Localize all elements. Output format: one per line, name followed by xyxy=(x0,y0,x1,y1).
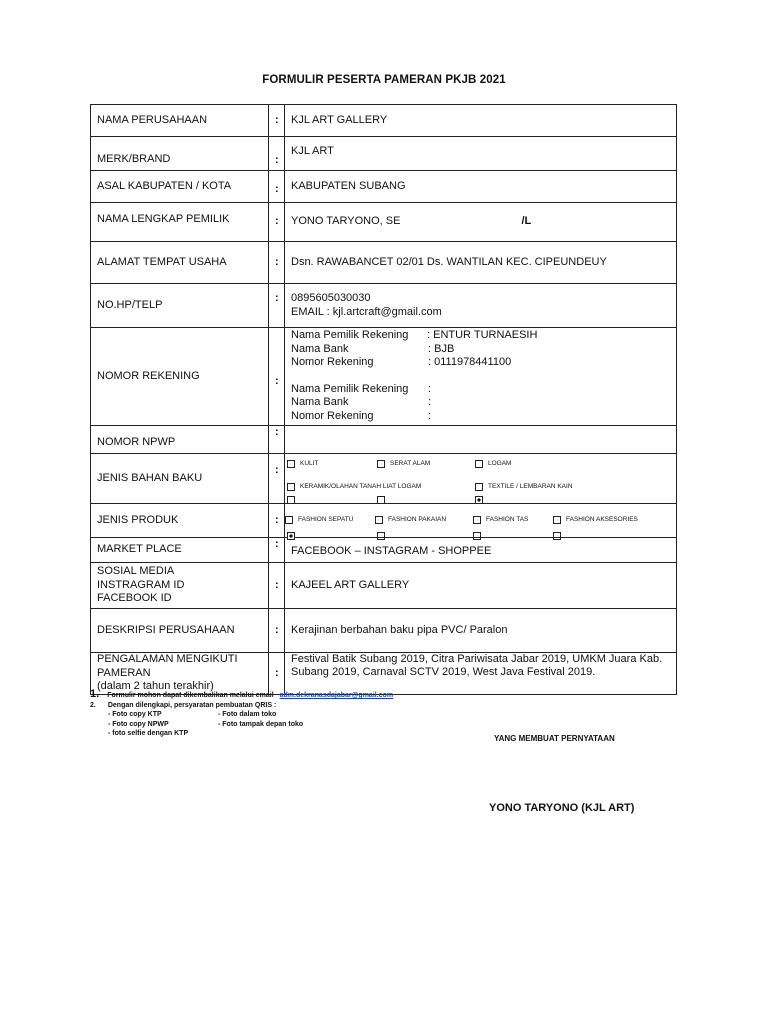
requirement-row: - Foto copy NPWP - Foto tampak depan toko xyxy=(108,720,304,728)
label-hp: NO.HP/TELP xyxy=(91,284,269,328)
value-npwp xyxy=(285,426,677,454)
colon: : xyxy=(269,538,285,563)
participant-form-table xyxy=(90,104,677,695)
value-rekening xyxy=(285,328,677,426)
value-market: FACEBOOK – INSTAGRAM - SHOPPEE xyxy=(285,538,677,563)
requirement-row: - foto selfie dengan KTP xyxy=(108,730,189,737)
email-address: EMAIL : kjl.artcraft@gmail.com xyxy=(291,305,442,318)
value-nama-perusahaan: KJL ART GALLERY xyxy=(285,105,677,137)
label-asal: ASAL KABUPATEN / KOTA xyxy=(91,171,269,203)
label-produk: JENIS PRODUK xyxy=(91,504,269,538)
label-pemilik: NAMA LENGKAP PEMILIK xyxy=(91,203,269,242)
row-nama-perusahaan xyxy=(91,105,677,137)
value-asal: KABUPATEN SUBANG xyxy=(285,171,677,203)
requirement-row: - Foto copy KTP - Foto dalam toko xyxy=(108,711,277,718)
bank-owner-row: Nama Pemilik Rekening : ENTUR TURNAESIH xyxy=(291,329,538,341)
colon: : xyxy=(269,105,285,137)
checkbox-fashion-sepatu[interactable] xyxy=(285,516,293,524)
checkbox-keramik[interactable] xyxy=(287,483,295,491)
row-asal xyxy=(91,171,677,203)
value-sosmed: KAJEEL ART GALLERY xyxy=(285,563,677,609)
requirements-list xyxy=(90,710,393,739)
value-deskripsi: Kerajinan berbahan baku pipa PVC/ Paralon xyxy=(285,609,677,653)
checkbox-extra-6[interactable] xyxy=(473,532,481,540)
value-merk: KJL ART xyxy=(285,137,677,171)
label-nama-perusahaan: NAMA PERUSAHAAN xyxy=(91,105,269,137)
checkbox-kulit[interactable] xyxy=(287,460,295,468)
checkbox-fashion-aksesories[interactable] xyxy=(553,516,561,524)
option-fashion-sepatu[interactable]: FASHION SEPATU xyxy=(285,513,353,527)
value-produk xyxy=(285,504,677,538)
option-fashion-aksesories[interactable]: FASHION AKSESORIES xyxy=(553,513,638,527)
value-pengalaman: Festival Batik Subang 2019, Citra Pariwisata Jabar 2019, UMKM Juara Kab. Subang 2019, Carnaval SCTV 2019, West Java Festival 2019. xyxy=(285,653,677,695)
checkbox-extra-5[interactable] xyxy=(377,532,385,540)
row-npwp xyxy=(91,426,677,454)
option-fashion-tas[interactable]: FASHION TAS xyxy=(473,513,528,527)
checkbox-textile[interactable] xyxy=(475,483,483,491)
bank-owner-row-2: Nama Pemilik Rekening : xyxy=(291,382,432,395)
checkbox-serat-alam[interactable] xyxy=(377,460,385,468)
option-logam[interactable]: LOGAM xyxy=(475,457,511,471)
colon: : xyxy=(269,203,285,242)
label-deskripsi: DESKRIPSI PERUSAHAAN xyxy=(91,609,269,653)
bank-name-row: Nama Bank : BJB xyxy=(291,342,455,355)
checkbox-extra-7[interactable] xyxy=(553,532,561,540)
bank-number-row: Nomor Rekening : 0111978441100 xyxy=(291,356,512,368)
colon: : xyxy=(269,171,285,203)
colon: : xyxy=(269,454,285,504)
row-bahan xyxy=(91,454,677,504)
colon: : xyxy=(269,137,285,171)
colon: : xyxy=(269,609,285,653)
value-bahan xyxy=(285,454,677,504)
option-fashion-pakaian[interactable]: FASHION PAKAIAN xyxy=(375,513,446,527)
label-sosmed: SOSIAL MEDIA INSTRAGRAM ID FACEBOOK ID xyxy=(91,563,269,609)
option-textile[interactable]: TEXTILE / LEMBARAN KAIN xyxy=(475,480,573,494)
colon: : xyxy=(269,653,285,695)
phone-number: 0895605030030 xyxy=(291,292,371,304)
signature-name: YONO TARYONO (KJL ART) xyxy=(489,802,635,814)
label-rekening: NOMOR REKENING xyxy=(91,328,269,426)
row-hp xyxy=(91,284,677,328)
row-merk xyxy=(91,137,677,171)
row-sosmed xyxy=(91,563,677,609)
row-produk xyxy=(91,504,677,538)
note-1: 1. Formulir mohon dapat dikembalikan melalui email adm.dekranasdajabar@gmail.com xyxy=(90,688,394,700)
label-merk: MERK/BRAND xyxy=(91,137,269,171)
checkbox-extra-4-checked[interactable] xyxy=(287,532,295,540)
colon: : xyxy=(269,563,285,609)
value-pemilik xyxy=(285,203,677,242)
row-rekening xyxy=(91,328,677,426)
note-2: 2. Dengan dilengkapi, persyaratan pembuatan QRIS : xyxy=(90,701,277,709)
option-kulit[interactable]: KULIT xyxy=(287,457,318,471)
row-pengalaman xyxy=(91,653,677,695)
value-hp xyxy=(285,284,677,328)
row-pemilik xyxy=(91,203,677,242)
colon: : xyxy=(269,504,285,538)
label-market: MARKET PLACE xyxy=(91,538,269,563)
checkbox-logam[interactable] xyxy=(475,460,483,468)
bank-number-row-2: Nomor Rekening : xyxy=(291,409,432,422)
label-bahan: JENIS BAHAN BAKU xyxy=(91,454,269,504)
checkbox-fashion-pakaian[interactable] xyxy=(375,516,383,524)
owner-name: YONO TARYONO, SE xyxy=(291,215,401,228)
bank-name-row-2: Nama Bank : xyxy=(291,396,432,408)
colon: : xyxy=(269,284,285,328)
colon: : xyxy=(269,328,285,426)
owner-gender: /L xyxy=(521,215,532,228)
checkbox-fashion-tas[interactable] xyxy=(473,516,481,524)
signature-heading: YANG MEMBUAT PERNYATAAN xyxy=(494,734,615,743)
row-market xyxy=(91,538,677,563)
label-pengalaman: PENGALAMAN MENGIKUTI PAMERAN (dalam 2 tahun terakhir) xyxy=(91,653,269,695)
email-link[interactable]: adm.dekranasdajabar@gmail.com xyxy=(279,692,394,699)
label-alamat: ALAMAT TEMPAT USAHA xyxy=(91,242,269,284)
option-serat-alam[interactable]: SERAT ALAM xyxy=(377,457,430,471)
notes-section xyxy=(90,690,393,739)
option-keramik[interactable]: KERAMIK/OLAHAN TANAH LIAT LOGAM xyxy=(287,480,421,494)
row-alamat xyxy=(91,242,677,284)
colon: : xyxy=(269,242,285,284)
row-deskripsi xyxy=(91,609,677,653)
value-alamat: Dsn. RAWABANCET 02/01 Ds. WANTILAN KEC. CIPEUNDEUY xyxy=(285,242,677,284)
form-title: FORMULIR PESERTA PAMERAN PKJB 2021 xyxy=(262,74,506,86)
colon: : xyxy=(269,426,285,454)
label-npwp: NOMOR NPWP xyxy=(91,426,269,454)
